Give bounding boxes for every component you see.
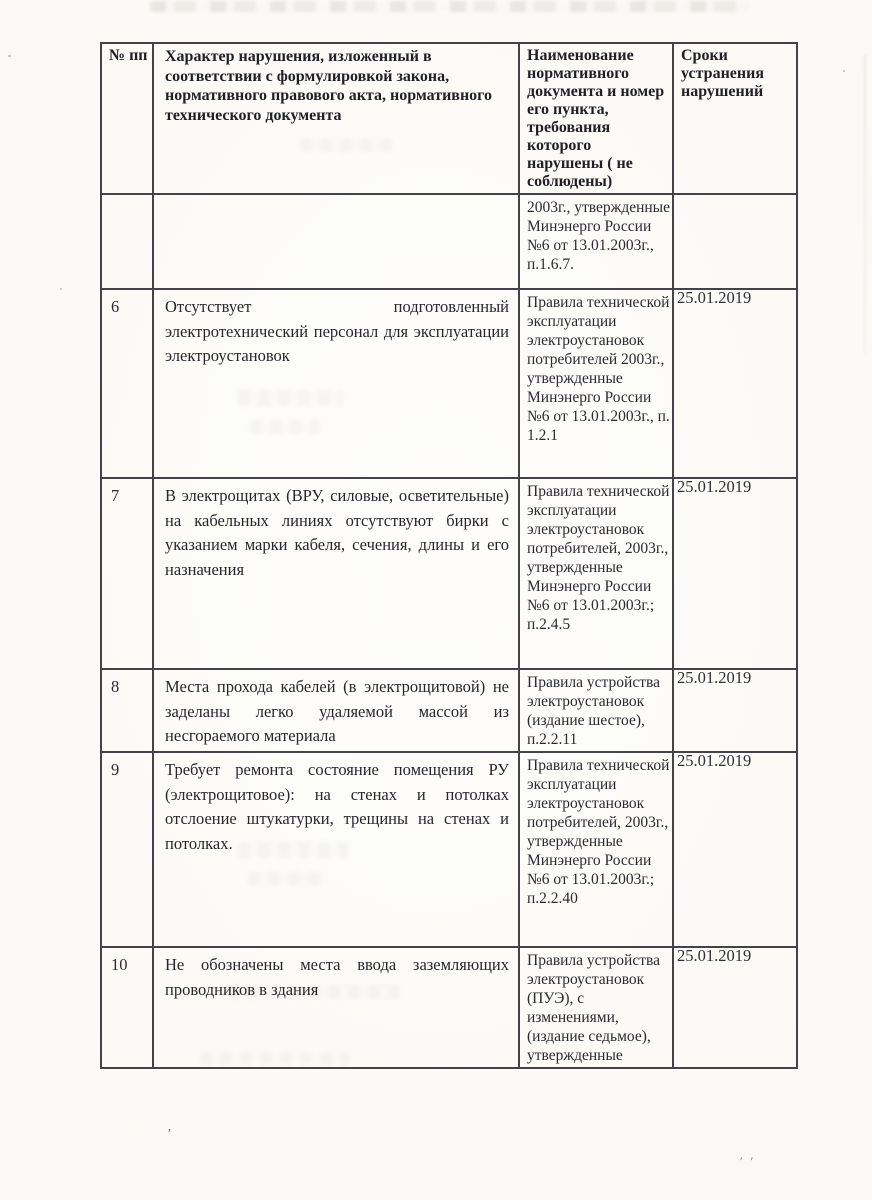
table-header-row [101, 43, 797, 194]
cell-deadline [673, 289, 797, 478]
deadline-date: 25.01.2019 [677, 946, 752, 965]
table-row-9 [101, 752, 797, 947]
table-row-10 [101, 947, 797, 1068]
cell-violation: Не обозначены места ввода заземляющих проводников в здания [153, 947, 519, 1068]
cell-number [101, 194, 153, 289]
bleed-through-text-top [150, 1, 750, 12]
cell-number: 7 [101, 478, 153, 669]
cell-deadline [673, 478, 797, 669]
header-deadline: Сроки устранения нарушений [673, 43, 797, 194]
cell-number: 10 [101, 947, 153, 1068]
cell-document: Правила устройства электроустановок (издание шестое), п.2.2.11 [519, 669, 673, 752]
cell-document: Правила технической эксплуатации электроустановок потребителей, 2003г., утвержденные Минэнерго России №6 от 13.01.2003г.; п.2.2.40 [519, 752, 673, 947]
cell-number: 9 [101, 752, 153, 947]
ink-mark: ′′ [740, 1154, 762, 1168]
table-row-continuation [101, 194, 797, 289]
cell-violation: Требует ремонта состояние помещения РУ (электрощитовое): на стенах и потолках отслоение штукатурки, трещины на стенах и потолках. [153, 752, 519, 947]
table-row-7 [101, 478, 797, 669]
violations-table [100, 42, 798, 1069]
cell-deadline [673, 947, 797, 1068]
deadline-date: 25.01.2019 [677, 288, 752, 307]
cell-violation: В электрощитах (ВРУ, силовые, осветительные) на кабельных линиях отсутствуют бирки с указанием марки кабеля, сечения, длины и его назначения [153, 478, 519, 669]
ink-mark: , [168, 1119, 171, 1133]
deadline-date: 25.01.2019 [677, 668, 752, 687]
cell-deadline [673, 752, 797, 947]
cell-violation [153, 194, 519, 289]
table-row-8 [101, 669, 797, 752]
cell-document: 2003г., утвержденные Минэнерго России №6 от 13.01.2003г., п.1.6.7. [519, 194, 673, 289]
scan-speck [843, 70, 845, 72]
header-number: № пп [101, 43, 153, 194]
cell-violation: Отсутствует подготовленный электротехнический персонал для эксплуатации электроустановок [153, 289, 519, 478]
deadline-date: 25.01.2019 [677, 751, 752, 770]
cell-violation: Места прохода кабелей (в электрощитовой) не заделаны легко удаляемой массой из несгораемого материала [153, 669, 519, 752]
cell-document: Правила устройства электроустановок (ПУЭ), с изменениями, (издание седьмое), утвержденные [519, 947, 673, 1068]
header-violation: Характер нарушения, изложенный в соответствии с формулировкой закона, нормативного правового акта, нормативного технического документа [153, 43, 519, 194]
cell-deadline [673, 194, 797, 289]
scanner-edge-streak [864, 55, 866, 355]
cell-document: Правила технической эксплуатации электроустановок потребителей 2003г., утвержденные Минэнерго России №6 от 13.01.2003г., п. 1.2.1 [519, 289, 673, 478]
scan-speck [60, 288, 62, 290]
table-row-6 [101, 289, 797, 478]
deadline-date: 25.01.2019 [677, 477, 752, 496]
cell-deadline [673, 669, 797, 752]
scan-speck [8, 55, 11, 57]
cell-number: 6 [101, 289, 153, 478]
cell-document: Правила технической эксплуатации электроустановок потребителей, 2003г., утвержденные Минэнерго России №6 от 13.01.2003г.; п.2.4.5 [519, 478, 673, 669]
header-document: Наименование нормативного документа и номер его пункта, требования которого нарушены ( не соблюдены) [519, 43, 673, 194]
cell-number: 8 [101, 669, 153, 752]
